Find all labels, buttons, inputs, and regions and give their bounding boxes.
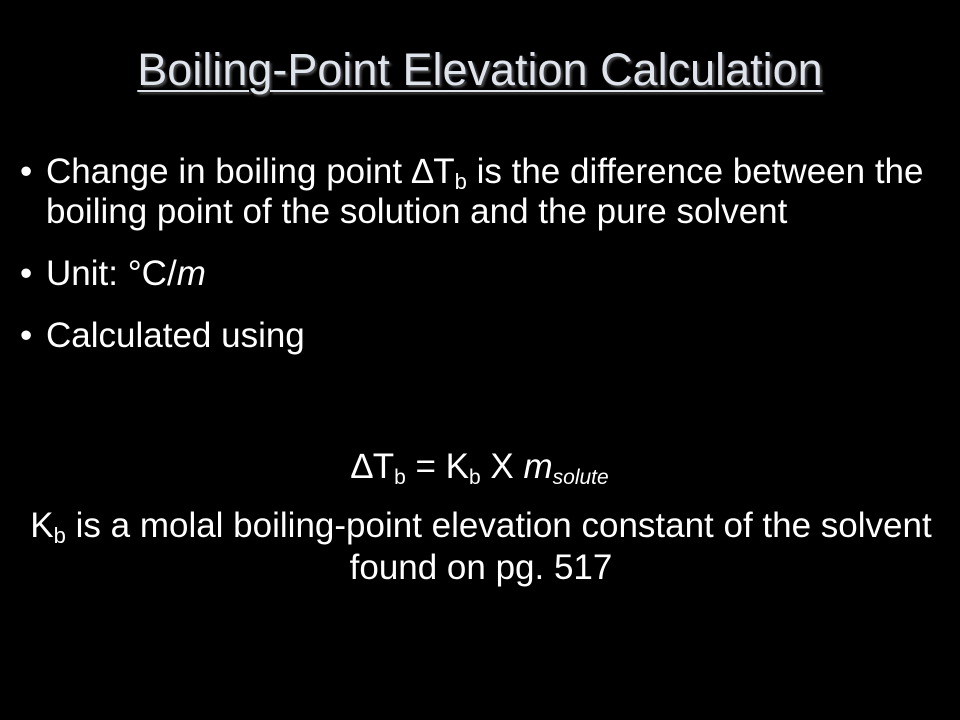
note-text: is a molal boiling-point elevation constant of the solvent found on pg. 517: [65, 506, 932, 587]
kb-definition-note: [8, 505, 954, 589]
formula-times: X: [480, 447, 524, 486]
formula: [0, 446, 960, 488]
bullet-item-unit: [20, 254, 950, 294]
bullet-text-post: is the difference between the boiling point of the solution and the pure solvent: [46, 152, 924, 231]
bullet-dot-icon: •: [20, 254, 33, 293]
note-k: K: [30, 506, 54, 545]
bullet-item-change-in-boiling-point: [20, 152, 950, 232]
unit-molality: m: [176, 254, 206, 293]
bullet-item-calculated-using: [20, 316, 950, 356]
bullet-dot-icon: •: [20, 152, 33, 191]
note-k-subscript: b: [53, 523, 66, 548]
formula-equals-k: = K: [405, 447, 470, 486]
bullet-dot-icon: •: [20, 316, 33, 355]
bullet-text-pre: Change in boiling point: [46, 152, 412, 191]
slide-title: Boiling-Point Elevation Calculation: [137, 44, 823, 95]
delta-t-symbol: ∆T: [411, 152, 455, 191]
calculated-using-text: Calculated using: [46, 316, 305, 355]
subscript-b: b: [454, 169, 467, 194]
bullet-list: [20, 152, 950, 378]
formula-delta-t-subscript: b: [394, 466, 406, 489]
formula-k-subscript: b: [469, 466, 481, 489]
formula-m-subscript: [553, 466, 609, 489]
formula-m: m: [523, 447, 553, 486]
unit-text: Unit: °C/: [46, 254, 177, 293]
formula-solute: solute: [552, 466, 609, 489]
formula-delta-t: ∆T: [351, 447, 395, 486]
